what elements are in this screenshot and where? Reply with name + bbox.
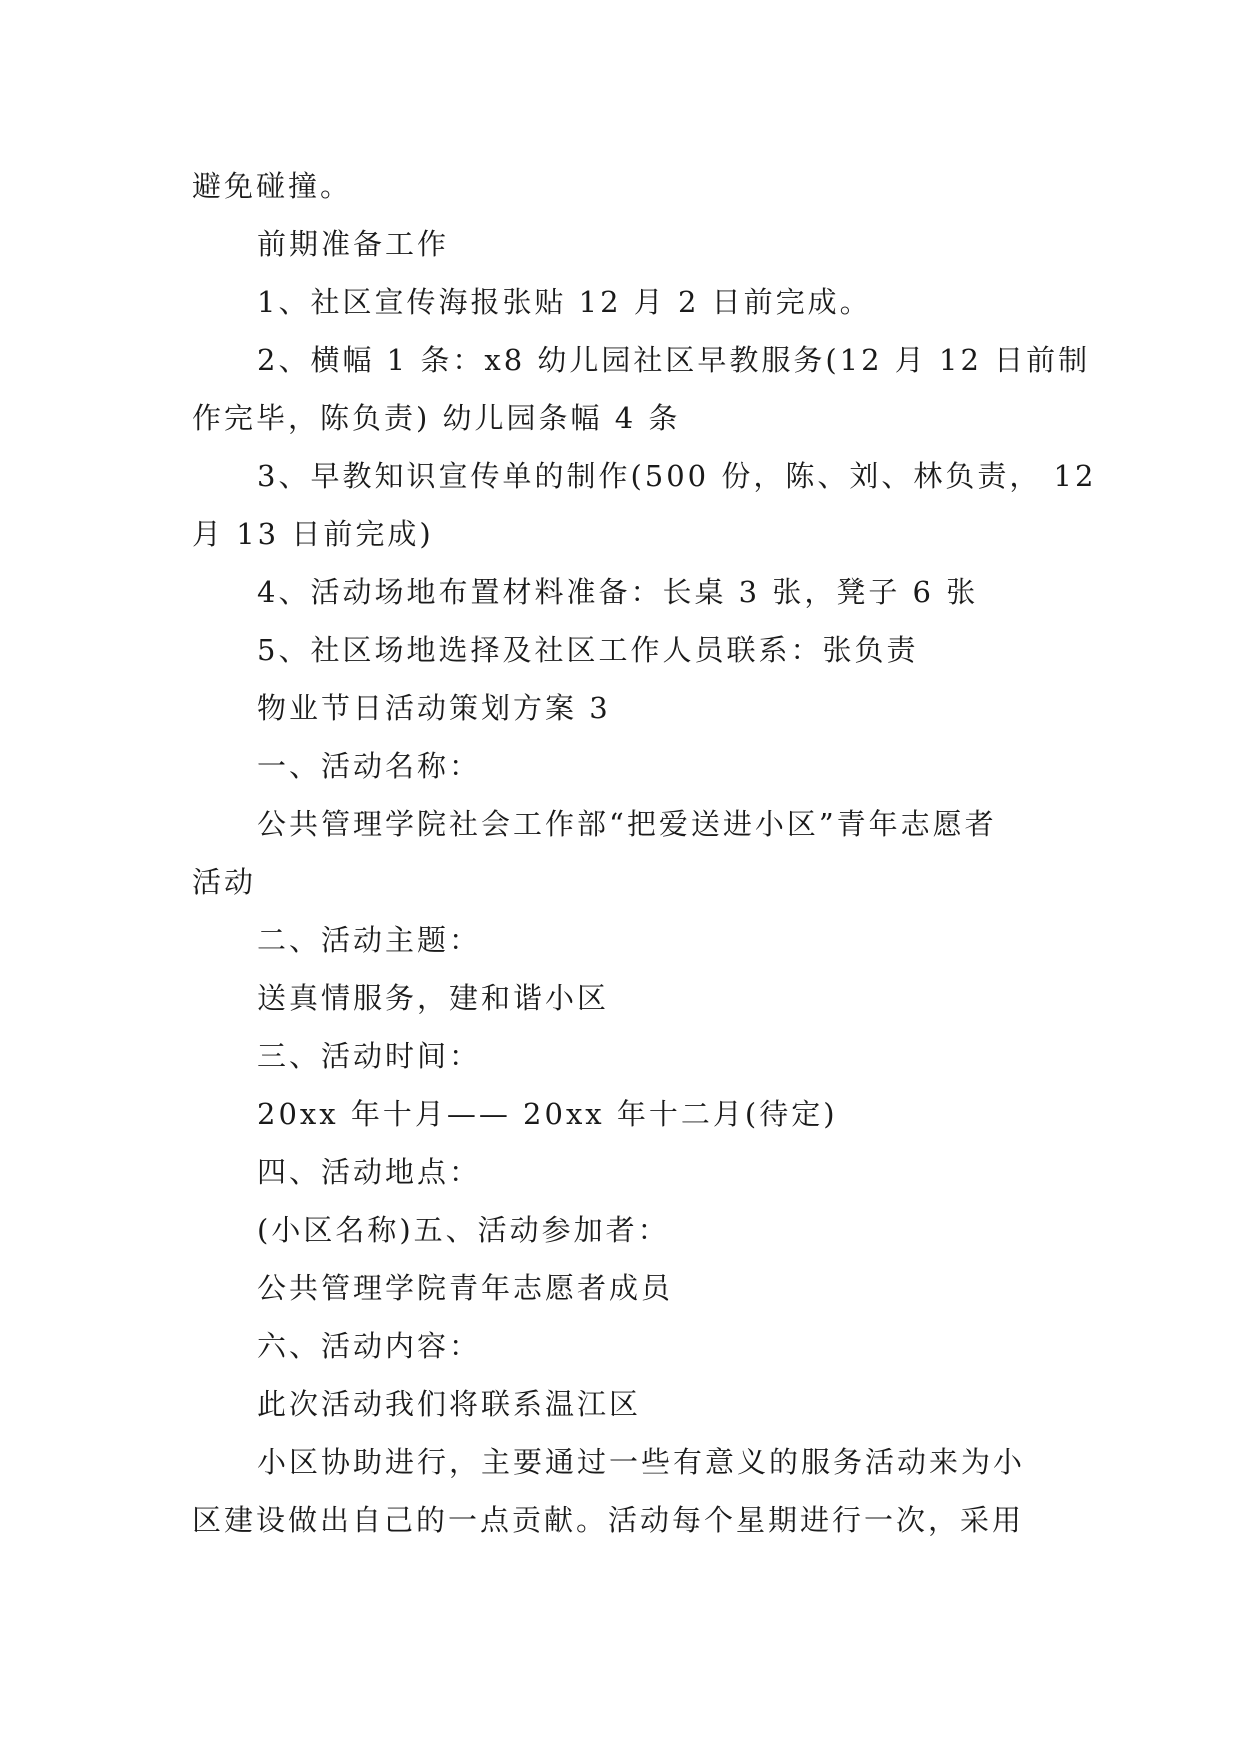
text-line: 此次活动我们将联系温江区 [257, 1387, 642, 1421]
list-item: 2、横幅 1 条：x8 幼儿园社区早教服务(12 月 12 日前制 [257, 343, 1091, 377]
list-item: 4、活动场地布置材料准备：长桌 3 张，凳子 6 张 [257, 575, 979, 609]
section-heading: 三、活动时间： [257, 1039, 482, 1073]
text-line: 区建设做出自己的一点贡献。活动每个星期进行一次，采用 [192, 1503, 1025, 1537]
text-line: 避免碰撞。 [192, 169, 353, 203]
text-line: 20xx 年十月—— 20xx 年十二月(待定) [257, 1097, 838, 1131]
list-item: 5、社区场地选择及社区工作人员联系：张负责 [257, 633, 919, 667]
text-line: 活动 [192, 865, 257, 899]
section-heading: 二、活动主题： [257, 923, 482, 957]
text-line: 作完毕，陈负责) 幼儿园条幅 4 条 [192, 401, 681, 435]
text-line: 公共管理学院青年志愿者成员 [257, 1271, 674, 1305]
text-line: 小区协助进行，主要通过一些有意义的服务活动来为小 [257, 1445, 1026, 1479]
text-line: (小区名称)五、活动参加者： [257, 1213, 670, 1247]
text-line: 送真情服务，建和谐小区 [257, 981, 610, 1015]
list-item: 1、社区宣传海报张贴 12 月 2 日前完成。 [257, 285, 872, 319]
text-line: 月 13 日前完成) [192, 517, 434, 551]
text-line: 公共管理学院社会工作部“把爱送进小区”青年志愿者 [257, 807, 997, 841]
document-title: 物业节日活动策划方案 3 [257, 691, 611, 725]
section-heading: 六、活动内容： [257, 1329, 482, 1363]
section-heading: 一、活动名称： [257, 749, 482, 783]
section-heading: 前期准备工作 [257, 227, 450, 261]
section-heading: 四、活动地点： [257, 1155, 482, 1189]
list-item: 3、早教知识宣传单的制作(500 份，陈、刘、林负责， 12 [257, 459, 1097, 493]
